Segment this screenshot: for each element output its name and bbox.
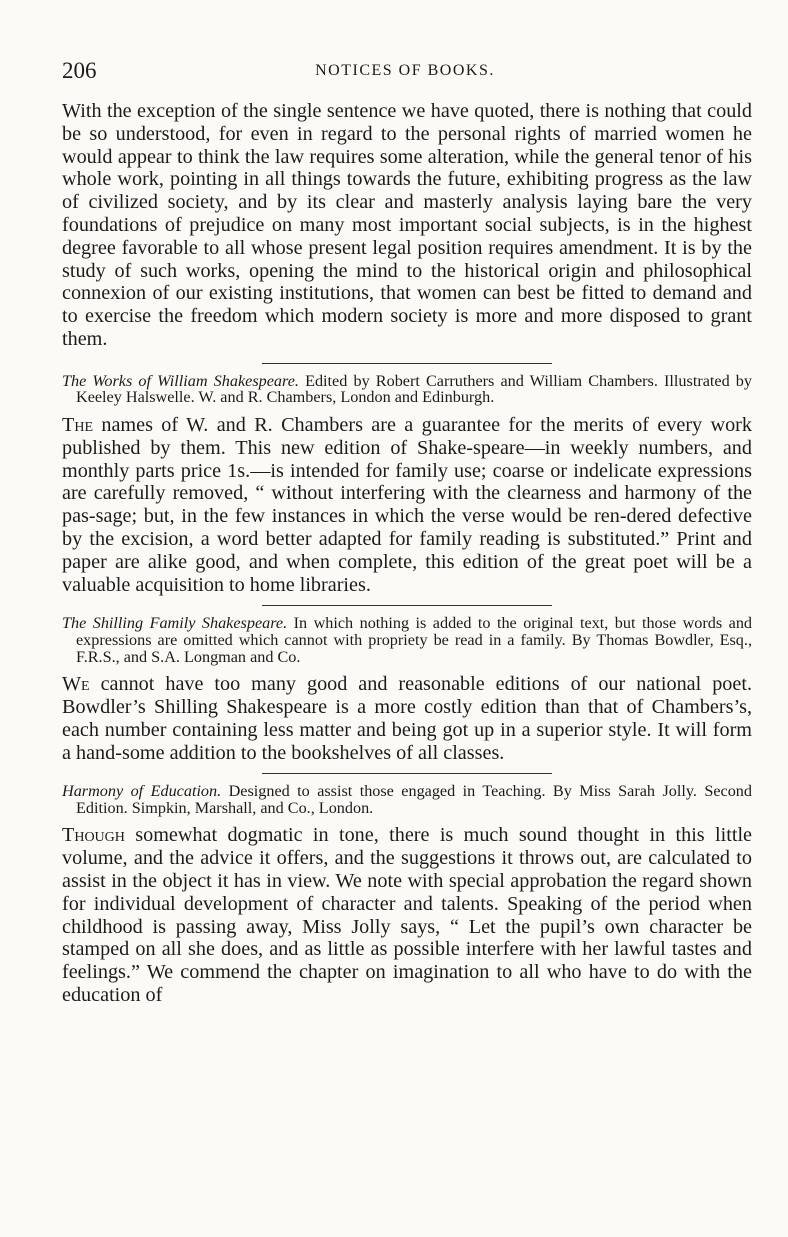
review-text: somewhat dogmatic in tone, there is much sound thought in this little volume, and the advice it offers, and the suggestions it throws out, are calculated to assist in the object it has in view. We note with special approbation the regard shown for individual development of character and talents. Speaking of the period when childhood is passing away, Miss Jolly says, “ Let the pupil’s own character be stamped on all she does, and as little as possible interfere with her lawful tastes and feelings.” We commend the chapter on imagination to all who have to do with the education of	[62, 824, 753, 1007]
book-title: The Works of William Shakespeare.	[62, 371, 299, 390]
spacer	[62, 406, 752, 414]
book-title: Harmony of Education.	[62, 782, 222, 801]
book-notice	[62, 373, 752, 597]
book-details: Edited by Robert Carruthers and William Chambers. Illustrated by Keeley Halswelle. W. and R. Chambers, London and Edinburgh.	[76, 371, 752, 407]
book-entry	[62, 615, 752, 665]
section-divider	[262, 363, 552, 364]
intro-paragraph: With the exception of the single sentence we have quoted, there is nothing that could be so understood, for even in regard to the personal rights of married women he would appear to think the law requires some alteration, while the general tenor of his whole work, pointing in all things towards the future, exhibiting progress as the law of civilized society, and by its clear and masterly analysis laying bare the very foundations of prejudice on many most important social subjects, is in the highest degree favorable to all whose present legal position requires amendment. It is by the study of such works, opening the mind to the historical origin and philosophical connexion of our existing institutions, that women can best be fitted to demand and to exercise the freedom which modern society is more and more disposed to grant them.	[62, 100, 752, 350]
book-notice	[62, 615, 752, 764]
book-details: In which nothing is added to the original text, but those words and expressions are omitted which cannot with propriety be read in a family. By Thomas Bowdler, Esq., F.R.S., and S.A. Longman and Co.	[76, 614, 753, 666]
review-paragraph	[62, 824, 752, 1006]
running-head: NOTICES OF BOOKS.	[315, 62, 495, 79]
review-text: cannot have too many good and reasonable editions of our national poet. Bowdler’s Shilling Shakespeare is a more costly edition than that of Chambers’s, each number containing less matter and being got up in a superior style. It will form a hand-some addition to the bookshelves of all classes.	[62, 673, 752, 764]
spacer	[62, 816, 752, 824]
page-number: 206	[62, 58, 97, 83]
book-entry	[62, 373, 752, 406]
book-entry	[62, 783, 752, 816]
page-header	[62, 58, 748, 84]
review-lead-word: The	[62, 413, 93, 436]
section-divider	[262, 605, 552, 606]
book-title: The Shilling Family Shakespeare.	[62, 614, 288, 633]
review-lead-word: Though	[62, 824, 125, 847]
review-lead-word: We	[62, 673, 90, 696]
review-paragraph	[62, 673, 752, 764]
spacer	[62, 665, 752, 673]
book-notice	[62, 783, 752, 1007]
section-divider	[262, 773, 552, 774]
review-text: names of W. and R. Chambers are a guarantee for the merits of every work published by them. This new edition of Shake-speare—in weekly numbers, and monthly parts price 1s.—is intended for family use; coarse or indelicate expressions are carefully removed, “ without interfering with the clearness and harmony of the pas-sage; but, in the few instances in which the verse would be ren-dered defective by the excision, a word better adapted for family reading is substituted.” Print and paper are alike good, and when complete, this edition of the great poet will be a valuable acquisition to home libraries.	[62, 413, 752, 596]
book-details: Designed to assist those engaged in Teaching. By Miss Sarah Jolly. Second Edition. Simpkin, Marshall, and Co., London.	[76, 782, 752, 817]
page-content	[62, 100, 752, 1007]
review-paragraph	[62, 414, 752, 596]
